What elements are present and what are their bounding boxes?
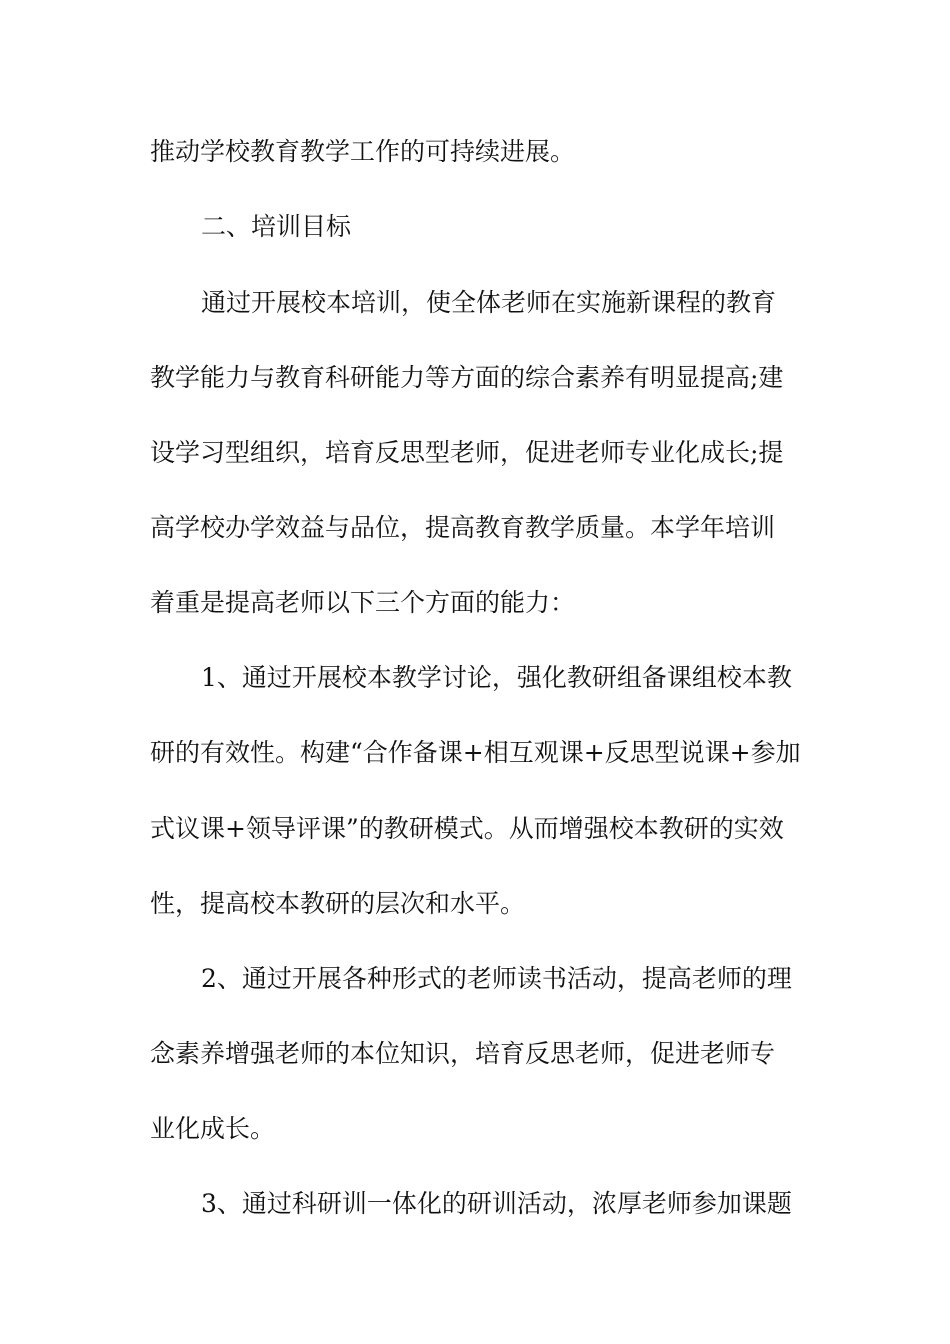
paragraph-line: 设学习型组织，培育反思型老师，促进老师专业化成长;提 — [150, 438, 784, 467]
list-item-2-line: 2、通过开展各种形式的老师读书活动，提高老师的理 — [201, 964, 792, 993]
list-item-1-line: 性，提高校本教研的层次和水平。 — [150, 889, 526, 918]
list-item-1-line: 研的有效性。构建“合作备课+相互观课+反思型说课+参加 — [150, 738, 801, 767]
section-heading: 二、培训目标 — [201, 212, 352, 241]
paragraph-line: 推动学校教育教学工作的可持续进展。 — [150, 137, 576, 166]
paragraph-line: 高学校办学效益与品位，提高教育教学质量。本学年培训 — [150, 513, 776, 542]
list-item-2-line: 业化成长。 — [150, 1114, 276, 1143]
list-item-2-line: 念素养增强老师的本位知识，培育反思老师，促进老师专 — [150, 1039, 776, 1068]
paragraph-line: 通过开展校本培训，使全体老师在实施新课程的教育 — [201, 288, 777, 317]
paragraph-line: 教学能力与教育科研能力等方面的综合素养有明显提高;建 — [150, 363, 784, 392]
list-item-3-line: 3、通过科研训一体化的研训活动，浓厚老师参加课题 — [201, 1189, 792, 1218]
list-item-1-line: 1、通过开展校本教学讨论，强化教研组备课组校本教 — [201, 663, 792, 692]
list-item-1-line: 式议课+领导评课”的教研模式。从而增强校本教研的实效 — [150, 814, 784, 843]
paragraph-line: 着重是提高老师以下三个方面的能力： — [150, 588, 576, 617]
